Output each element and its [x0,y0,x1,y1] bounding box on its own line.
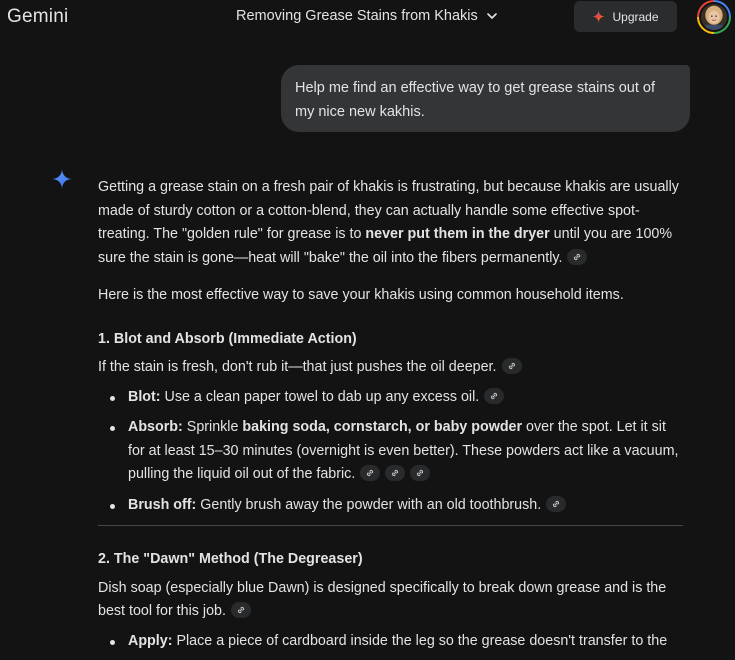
model-response [98,176,685,660]
section-lead: If the stain is fresh, don't rub it—that just pushes the oil deeper. [98,356,685,380]
chevron-down-icon [486,10,498,22]
user-message-bubble [281,65,690,132]
user-photo-icon [701,4,727,30]
conversation-title-menu[interactable] [236,8,498,24]
top-bar [0,0,735,34]
section-heading: 2. The "Dawn" Method (The Degreaser) [98,551,363,567]
upgrade-label: Upgrade [612,9,659,24]
response-intro: Getting a grease stain on a fresh pair of khakis is frustrating, but because khakis are usually made of sturdy cotton or a cotton-blend, they can actually handle some effective spot-treating. The "golden rule" for grease is to never put them in the dryer until you are 100% sure the stain is gone—heat will "bake" the oil into the fibers permanently. [98,179,679,266]
link-icon [489,391,499,401]
gemini-spark-icon [592,10,605,23]
link-icon [507,361,517,371]
gemini-spark-icon [51,168,73,190]
link-icon [390,468,400,478]
conversation-title: Removing Grease Stains from Khakis [236,8,478,24]
response-intro-2: Here is the most effective way to save your khakis using common household items. [98,287,624,303]
link-icon [236,605,246,615]
list-item: Blot: Use a clean paper towel to dab up any excess oil. [98,386,685,410]
source-link-chip[interactable] [385,465,405,481]
list-item: Brush off: Gently brush away the powder with an old toothbrush. [98,494,685,518]
link-icon [572,252,582,262]
avatar[interactable] [697,0,731,34]
brand-logo[interactable]: Gemini [7,6,69,27]
list-item: Absorb: Sprinkle baking soda, cornstarch, or baby powder over the spot. Let it sit for at least 15–30 minutes (overnight is even better). These powders act like a vacuum, pulling the liquid oil out of the fabric. [98,416,685,487]
source-link-chip[interactable] [546,496,566,512]
section-heading: 1. Blot and Absorb (Immediate Action) [98,330,357,347]
upgrade-button[interactable] [574,1,677,32]
user-message-text: Help me find an effective way to get grease stains out of my nice new kakhis. [295,80,656,120]
bullet-list [98,630,685,654]
source-link-chip[interactable] [502,358,522,374]
link-icon [365,468,375,478]
source-link-chip[interactable] [484,388,504,404]
section-divider [98,525,683,526]
link-icon [415,468,425,478]
section-lead: Dish soap (especially blue Dawn) is designed specifically to break down grease and is the best tool for this job. [98,579,667,619]
source-link-chip[interactable] [360,465,380,481]
bullet-list [98,386,685,518]
source-link-chip[interactable] [410,465,430,481]
source-link-chip[interactable] [231,602,251,618]
source-link-chip[interactable] [567,249,587,265]
list-item: Apply: Place a piece of cardboard inside the leg so the grease doesn't transfer to the [98,630,685,654]
link-icon [551,499,561,509]
